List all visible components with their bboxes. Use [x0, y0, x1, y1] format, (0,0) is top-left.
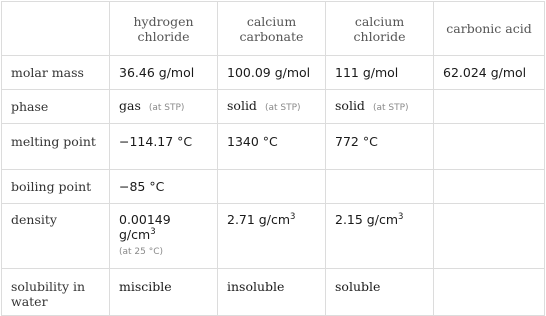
cell-melting-point-h2co3: [434, 124, 545, 170]
cell-phase-hcl: [110, 90, 218, 124]
row-label-phase: phase: [2, 90, 110, 124]
column-header-hydrogen-chloride: hydrogen chloride: [110, 2, 218, 56]
density-unit-exponent: 3: [290, 211, 296, 222]
cell-density-h2co3: [434, 204, 545, 269]
column-header-calcium-chloride: calcium chloride: [326, 2, 434, 56]
row-label-molar-mass: molar mass: [2, 56, 110, 90]
column-header-carbonic-acid: carbonic acid: [434, 2, 545, 56]
cell-phase-caco3: [218, 90, 326, 124]
cell-density-hcl: [110, 204, 218, 269]
cell-phase-h2co3: [434, 90, 545, 124]
phase-note: (at STP): [264, 102, 301, 113]
row-label-density: density: [2, 204, 110, 269]
phase-value: solid: [335, 97, 365, 113]
density-value: 2.71 g/cm: [227, 212, 291, 227]
phase-value: gas: [119, 97, 141, 113]
cell-molar-mass-caco3: 100.09 g/mol: [218, 56, 326, 90]
density-note: (at 25 °C): [119, 247, 164, 257]
phase-value: solid: [227, 97, 257, 113]
cell-molar-mass-cacl2: 111 g/mol: [326, 56, 434, 90]
density-unit-exponent: 3: [398, 211, 404, 222]
phase-note: (at STP): [148, 102, 185, 113]
cell-molar-mass-hcl: 36.46 g/mol: [110, 56, 218, 90]
cell-melting-point-caco3: 1340 °C: [218, 124, 326, 170]
table-row-melting-point: [2, 124, 545, 170]
cell-solubility-caco3: insoluble: [218, 269, 326, 316]
cell-density-cacl2: [326, 204, 434, 269]
corner-cell: [2, 2, 110, 56]
cell-melting-point-hcl: −114.17 °C: [110, 124, 218, 170]
properties-table: [1, 1, 545, 316]
cell-boiling-point-cacl2: [326, 170, 434, 204]
cell-boiling-point-caco3: [218, 170, 326, 204]
cell-boiling-point-h2co3: [434, 170, 545, 204]
density-unit: g/cm: [119, 227, 151, 242]
cell-solubility-cacl2: soluble: [326, 269, 434, 316]
cell-phase-cacl2: [326, 90, 434, 124]
phase-note: (at STP): [372, 102, 409, 113]
row-label-boiling-point: boiling point: [2, 170, 110, 204]
header-row: [2, 2, 545, 56]
table-row-molar-mass: [2, 56, 545, 90]
cell-solubility-hcl: miscible: [110, 269, 218, 316]
density-value: 0.00149: [119, 212, 171, 227]
cell-density-caco3: [218, 204, 326, 269]
row-label-melting-point: melting point: [2, 124, 110, 170]
table-row-phase: [2, 90, 545, 124]
cell-molar-mass-h2co3: 62.024 g/mol: [434, 56, 545, 90]
cell-boiling-point-hcl: −85 °C: [110, 170, 218, 204]
row-label-solubility: solubility in water: [2, 269, 110, 316]
density-unit-exponent: 3: [150, 226, 156, 237]
density-value: 2.15 g/cm: [335, 212, 399, 227]
table-row-boiling-point: [2, 170, 545, 204]
cell-solubility-h2co3: [434, 269, 545, 316]
column-header-calcium-carbonate: calcium carbonate: [218, 2, 326, 56]
cell-melting-point-cacl2: 772 °C: [326, 124, 434, 170]
table-row-density: [2, 204, 545, 269]
table-row-solubility: [2, 269, 545, 316]
